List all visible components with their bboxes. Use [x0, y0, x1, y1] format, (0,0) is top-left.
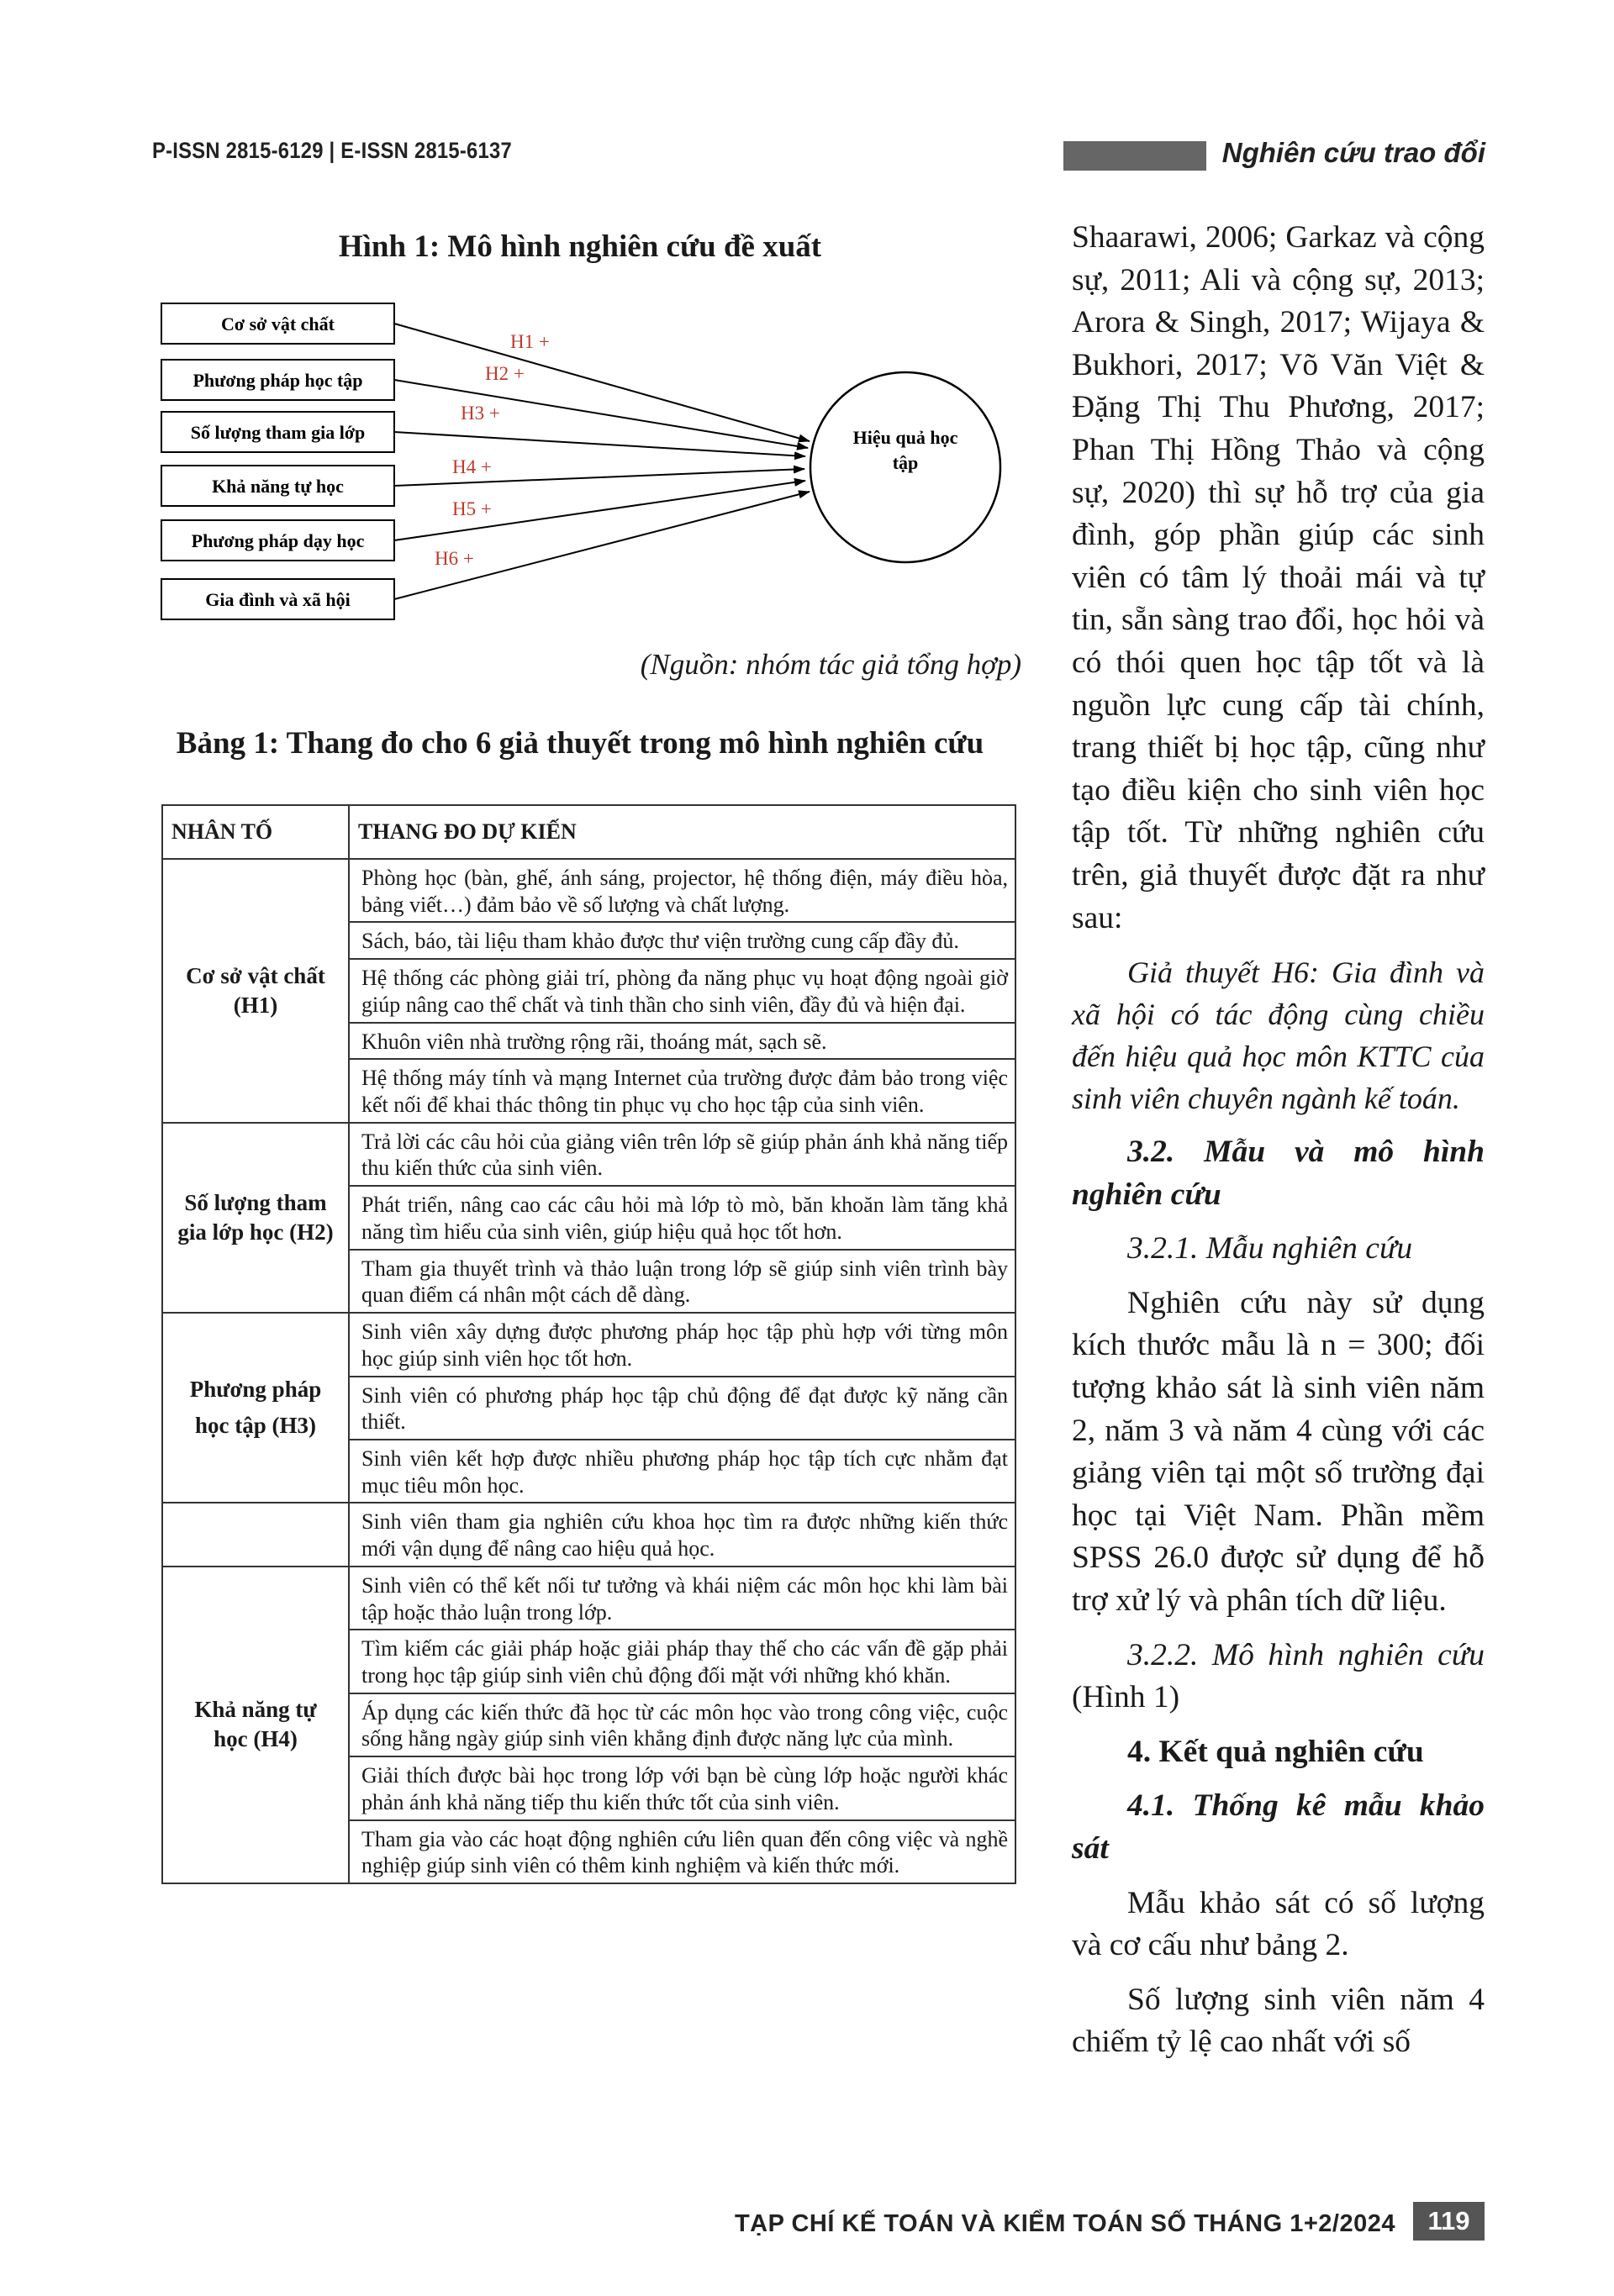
hypothesis-label: H4 + — [452, 456, 492, 477]
factor-label: (H1) — [233, 992, 278, 1018]
factor-label: Phương pháp — [189, 1377, 322, 1403]
factor-cell — [162, 1313, 349, 1503]
factor-label: Cơ sở vật chất — [186, 962, 325, 988]
table-row — [162, 1567, 1015, 1630]
scale-item: Sinh viên xây dựng được phương pháp học tập phù hợp với từng môn học giúp sinh viên học tốt hơn. — [349, 1313, 1015, 1376]
factor-box-label: Số lượng tham gia lớp — [190, 422, 366, 443]
section-4-1: 4.1. Thống kê mẫu khảo sát — [1072, 1788, 1485, 1866]
scale-item: Sinh viên tham gia nghiên cứu khoa học tìm ra được những kiến thức mới vận dụng để nâng cao hiệu quả học. — [349, 1503, 1015, 1566]
outcome-label: tập — [892, 452, 919, 473]
factor-label: học tập (H3) — [195, 1413, 316, 1439]
section-3-2: 3.2. Mẫu và mô hình nghiên cứu — [1072, 1135, 1485, 1212]
table-title: Bảng 1: Thang đo cho 6 giả thuyết trong mô hình nghiên cứu — [176, 726, 984, 761]
factor-label: Số lượng tham — [184, 1189, 327, 1215]
hypothesis-label: H5 + — [452, 498, 492, 519]
factor-box-label: Gia đình và xã hội — [205, 589, 351, 610]
factor-box-label: Phương pháp dạy học — [191, 530, 365, 551]
factor-cell — [162, 859, 349, 1123]
right-column — [1072, 217, 1485, 2064]
hypothesis-label: H2 + — [485, 363, 525, 384]
research-model-diagram — [160, 294, 1017, 639]
section-4: 4. Kết quả nghiên cứu — [1127, 1734, 1424, 1769]
factor-label: Khả năng tự — [194, 1697, 317, 1723]
table-row — [162, 1313, 1015, 1376]
body-paragraph: Nghiên cứu này sử dụng kích thước mẫu là n = 300; đối tượng khảo sát là sinh viên năm 2, năm 3 và năm 4 cùng với các giảng viên tại một số trường đại học tại Việt Nam. Phần mềm SPSS 26.0 được sử dụng để hỗ trợ xử lý và phân tích dữ liệu. — [1072, 1285, 1485, 1619]
table-row — [162, 859, 1015, 922]
scale-item: Phát triển, nâng cao các câu hỏi mà lớp tò mò, băn khoăn làm tăng khả năng tìm hiểu của sinh viên, giúp hiệu quả học tốt hơn. — [349, 1186, 1015, 1249]
section-title: Nghiên cứu trao đổi — [1221, 137, 1485, 168]
scale-item: Sinh viên có thể kết nối tư tưởng và khái niệm các môn học khi làm bài tập hoặc thảo luận trong lớp. — [349, 1567, 1015, 1630]
body-paragraph: Shaarawi, 2006; Garkaz và cộng sự, 2011; Ali và cộng sự, 2013; Arora & Singh, 2017; Wijaya & Bukhori, 2017; Võ Văn Việt & Đặng Thị Thu Phương, 2017; Phan Thị Hồng Thảo và cộng sự, 2020) thì sự hỗ trợ của gia đình, góp phần giúp các sinh viên có tâm lý thoải mái và tự tin, sẵn sàng trao đổi, học hỏi và có thói quen học tập tốt và là nguồn lực cung cấp tài chính, trang thiết bị học tập, cũng như tạo điều kiện cho sinh viên học tập tốt. Từ những nghiên cứu trên, giả thuyết được đặt ra như sau: — [1072, 220, 1485, 935]
scale-item: Giải thích được bài học trong lớp với bạn bè cùng lớp hoặc người khác phản ánh khả năng tiếp thu kiến thức tốt của sinh viên. — [349, 1756, 1015, 1819]
scale-table — [161, 804, 1016, 1884]
section-3-2-1: 3.2.1. Mẫu nghiên cứu — [1127, 1231, 1413, 1266]
scale-item: Sinh viên có phương pháp học tập chủ động để đạt được kỹ năng cần thiết. — [349, 1377, 1015, 1440]
table-row — [162, 1503, 1015, 1566]
factor-box-label: Cơ sở vật chất — [221, 313, 335, 334]
scale-item: Sinh viên kết hợp được nhiều phương pháp học tập tích cực nhằm đạt mục tiêu môn học. — [349, 1440, 1015, 1503]
factor-cell — [162, 1503, 349, 1566]
table-row — [162, 1123, 1015, 1186]
journal-footer: TẠP CHÍ KẾ TOÁN VÀ KIỂM TOÁN SỐ THÁNG 1+2/2024 — [734, 2210, 1395, 2237]
issn-line: P-ISSN 2815-6129 | E-ISSN 2815-6137 — [152, 138, 512, 163]
hypothesis-h6: Giả thuyết H6: Gia đình và xã hội có tác động cùng chiều đến hiệu quả học môn KTTC của sinh viên chuyên ngành kế toán. — [1072, 956, 1485, 1116]
scale-item: Sách, báo, tài liệu tham khảo được thư viện trường cung cấp đầy đủ. — [349, 922, 1015, 959]
page-number: 119 — [1413, 2202, 1485, 2241]
scale-item: Trả lời các câu hỏi của giảng viên trên lớp sẽ giúp phản ánh khả năng tiếp thu kiến thức của sinh viên. — [349, 1123, 1015, 1186]
hypothesis-label: H3 + — [461, 403, 500, 424]
body-paragraph: Số lượng sinh viên năm 4 chiếm tỷ lệ cao nhất với số — [1072, 1982, 1485, 2060]
factor-cell — [162, 1123, 349, 1313]
scale-item: Tham gia thuyết trình và thảo luận trong lớp sẽ giúp sinh viên trình bày quan điểm cá nhân một cách dễ dàng. — [349, 1250, 1015, 1313]
hypothesis-label: H1 + — [510, 331, 550, 352]
factor-box-label: Phương pháp học tập — [193, 370, 363, 391]
factor-label: học (H4) — [214, 1726, 298, 1752]
header-bar — [1063, 141, 1206, 171]
hypothesis-arrow — [394, 324, 810, 441]
figure-source: (Nguồn: nhóm tác giả tổng hợp) — [640, 648, 1021, 681]
scale-item: Hệ thống các phòng giải trí, phòng đa năng phục vụ hoạt động ngoài giờ giúp nâng cao thể chất và tinh thần cho sinh viên, đầy đủ và hiện đại. — [349, 959, 1015, 1022]
body-paragraph: Mẫu khảo sát có số lượng và cơ cấu như bảng 2. — [1072, 1885, 1485, 1963]
scale-item: Áp dụng các kiến thức đã học từ các môn học vào trong công việc, cuộc sống hằng ngày giúp sinh viên khẳng định được năng lực của mình. — [349, 1693, 1015, 1756]
table-header-row — [162, 805, 1015, 859]
header-factor: NHÂN TỐ — [162, 805, 349, 859]
scale-item: Phòng học (bàn, ghế, ánh sáng, projector, hệ thống điện, máy điều hòa, bảng viết…) đảm bảo về số lượng và chất lượng. — [349, 859, 1015, 922]
scale-item: Hệ thống máy tính và mạng Internet của trường được đảm bảo trong việc kết nối để khai thác thông tin phục vụ cho học tập của sinh viên. — [349, 1059, 1015, 1122]
figure-title: Hình 1: Mô hình nghiên cứu đề xuất — [338, 229, 822, 264]
hypothesis-label: H6 + — [435, 548, 474, 569]
scale-item: Tìm kiếm các giải pháp hoặc giải pháp thay thế cho các vấn đề gặp phải trong học tập giúp sinh viên chủ động đối mặt với những khó khăn. — [349, 1630, 1015, 1693]
factor-box-label: Khả năng tự học — [212, 476, 344, 497]
section-3-2-2 — [1072, 1635, 1485, 1719]
scale-item: Khuôn viên nhà trường rộng rãi, thoáng mát, sạch sẽ. — [349, 1023, 1015, 1060]
outcome-label: Hiệu quả học — [852, 427, 958, 448]
scale-item: Tham gia vào các hoạt động nghiên cứu liên quan đến công việc và nghề nghiệp giúp sinh viên có thêm kinh nghiệm và kiến thức mới. — [349, 1820, 1015, 1883]
section-3-2-2-title: 3.2.2. Mô hình nghiên cứu — [1127, 1637, 1485, 1672]
factor-label: gia lớp học (H2) — [177, 1219, 334, 1245]
hypothesis-arrow — [394, 432, 805, 456]
hypothesis-arrow — [394, 380, 808, 448]
section-3-2-2-ref: (Hình 1) — [1072, 1680, 1180, 1715]
header-scale: THANG ĐO DỰ KIẾN — [349, 805, 1015, 859]
factor-cell — [162, 1567, 349, 1883]
